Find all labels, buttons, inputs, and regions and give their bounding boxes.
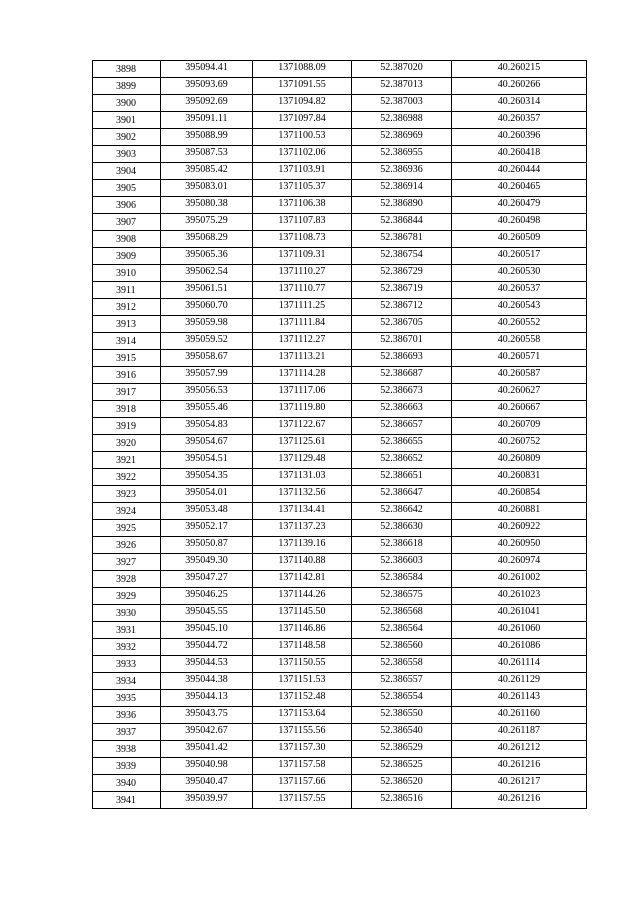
table-row xyxy=(93,452,587,469)
longitude-cell: 40.260530 xyxy=(452,265,587,282)
x-coordinate-cell: 395045.10 xyxy=(161,622,253,639)
point-number-cell: 3912 xyxy=(93,299,161,316)
point-number-cell: 3904 xyxy=(93,163,161,180)
y-coordinate-cell: 1371139.16 xyxy=(253,537,352,554)
table-row xyxy=(93,622,587,639)
table-row xyxy=(93,571,587,588)
table-row xyxy=(93,248,587,265)
table-row xyxy=(93,180,587,197)
point-number-cell: 3922 xyxy=(93,469,161,486)
y-coordinate-cell: 1371145.50 xyxy=(253,605,352,622)
x-coordinate-cell: 395059.52 xyxy=(161,333,253,350)
y-coordinate-cell: 1371140.88 xyxy=(253,554,352,571)
longitude-cell: 40.260479 xyxy=(452,197,587,214)
y-coordinate-cell: 1371155.56 xyxy=(253,724,352,741)
x-coordinate-cell: 395056.53 xyxy=(161,384,253,401)
point-number-cell: 3916 xyxy=(93,367,161,384)
table-row xyxy=(93,588,587,605)
latitude-cell: 52.386693 xyxy=(352,350,452,367)
point-number-cell: 3908 xyxy=(93,231,161,248)
table-row xyxy=(93,503,587,520)
longitude-cell: 40.260396 xyxy=(452,129,587,146)
x-coordinate-cell: 395087.53 xyxy=(161,146,253,163)
longitude-cell: 40.261060 xyxy=(452,622,587,639)
point-number-cell: 3928 xyxy=(93,571,161,588)
table-row xyxy=(93,95,587,112)
table-row xyxy=(93,469,587,486)
longitude-cell: 40.260922 xyxy=(452,520,587,537)
point-number-cell: 3939 xyxy=(93,758,161,775)
point-number-cell: 3900 xyxy=(93,95,161,112)
table-row xyxy=(93,707,587,724)
point-number-cell: 3909 xyxy=(93,248,161,265)
latitude-cell: 52.386914 xyxy=(352,180,452,197)
longitude-cell: 40.261187 xyxy=(452,724,587,741)
table-row xyxy=(93,673,587,690)
y-coordinate-cell: 1371113.21 xyxy=(253,350,352,367)
longitude-cell: 40.260809 xyxy=(452,452,587,469)
x-coordinate-cell: 395046.25 xyxy=(161,588,253,605)
x-coordinate-cell: 395044.53 xyxy=(161,656,253,673)
y-coordinate-cell: 1371117.06 xyxy=(253,384,352,401)
x-coordinate-cell: 395054.83 xyxy=(161,418,253,435)
point-number-cell: 3902 xyxy=(93,129,161,146)
point-number-cell: 3926 xyxy=(93,537,161,554)
y-coordinate-cell: 1371157.66 xyxy=(253,775,352,792)
longitude-cell: 40.261143 xyxy=(452,690,587,707)
point-number-cell: 3921 xyxy=(93,452,161,469)
x-coordinate-cell: 395054.01 xyxy=(161,486,253,503)
table-row xyxy=(93,61,587,78)
longitude-cell: 40.261129 xyxy=(452,673,587,690)
latitude-cell: 52.386663 xyxy=(352,401,452,418)
y-coordinate-cell: 1371103.91 xyxy=(253,163,352,180)
table-row xyxy=(93,792,587,809)
longitude-cell: 40.260498 xyxy=(452,214,587,231)
longitude-cell: 40.260314 xyxy=(452,95,587,112)
longitude-cell: 40.261216 xyxy=(452,758,587,775)
table-row xyxy=(93,367,587,384)
x-coordinate-cell: 395093.69 xyxy=(161,78,253,95)
table-row xyxy=(93,146,587,163)
y-coordinate-cell: 1371146.86 xyxy=(253,622,352,639)
latitude-cell: 52.386520 xyxy=(352,775,452,792)
y-coordinate-cell: 1371157.30 xyxy=(253,741,352,758)
longitude-cell: 40.261002 xyxy=(452,571,587,588)
point-number-cell: 3923 xyxy=(93,486,161,503)
y-coordinate-cell: 1371112.27 xyxy=(253,333,352,350)
longitude-cell: 40.260418 xyxy=(452,146,587,163)
longitude-cell: 40.261114 xyxy=(452,656,587,673)
y-coordinate-cell: 1371142.81 xyxy=(253,571,352,588)
x-coordinate-cell: 395058.67 xyxy=(161,350,253,367)
latitude-cell: 52.386701 xyxy=(352,333,452,350)
longitude-cell: 40.260571 xyxy=(452,350,587,367)
x-coordinate-cell: 395040.98 xyxy=(161,758,253,775)
point-number-cell: 3924 xyxy=(93,503,161,520)
table-row xyxy=(93,486,587,503)
table-row xyxy=(93,401,587,418)
latitude-cell: 52.386781 xyxy=(352,231,452,248)
y-coordinate-cell: 1371144.26 xyxy=(253,588,352,605)
y-coordinate-cell: 1371108.73 xyxy=(253,231,352,248)
latitude-cell: 52.386516 xyxy=(352,792,452,809)
table-row xyxy=(93,554,587,571)
table-row xyxy=(93,758,587,775)
x-coordinate-cell: 395085.42 xyxy=(161,163,253,180)
latitude-cell: 52.387020 xyxy=(352,61,452,78)
x-coordinate-cell: 395060.70 xyxy=(161,299,253,316)
x-coordinate-cell: 395047.27 xyxy=(161,571,253,588)
latitude-cell: 52.386844 xyxy=(352,214,452,231)
table-row xyxy=(93,639,587,656)
x-coordinate-cell: 395045.55 xyxy=(161,605,253,622)
table-row xyxy=(93,741,587,758)
x-coordinate-cell: 395065.36 xyxy=(161,248,253,265)
point-number-cell: 3936 xyxy=(93,707,161,724)
x-coordinate-cell: 395059.98 xyxy=(161,316,253,333)
y-coordinate-cell: 1371091.55 xyxy=(253,78,352,95)
latitude-cell: 52.386712 xyxy=(352,299,452,316)
y-coordinate-cell: 1371119.80 xyxy=(253,401,352,418)
point-number-cell: 3932 xyxy=(93,639,161,656)
y-coordinate-cell: 1371137.23 xyxy=(253,520,352,537)
x-coordinate-cell: 395044.13 xyxy=(161,690,253,707)
point-number-cell: 3940 xyxy=(93,775,161,792)
y-coordinate-cell: 1371106.38 xyxy=(253,197,352,214)
longitude-cell: 40.260552 xyxy=(452,316,587,333)
latitude-cell: 52.387003 xyxy=(352,95,452,112)
longitude-cell: 40.261023 xyxy=(452,588,587,605)
point-number-cell: 3931 xyxy=(93,622,161,639)
point-number-cell: 3907 xyxy=(93,214,161,231)
longitude-cell: 40.260537 xyxy=(452,282,587,299)
table-row xyxy=(93,435,587,452)
table-row xyxy=(93,299,587,316)
point-number-cell: 3911 xyxy=(93,282,161,299)
point-number-cell: 3938 xyxy=(93,741,161,758)
longitude-cell: 40.260215 xyxy=(452,61,587,78)
y-coordinate-cell: 1371134.41 xyxy=(253,503,352,520)
y-coordinate-cell: 1371129.48 xyxy=(253,452,352,469)
y-coordinate-cell: 1371132.56 xyxy=(253,486,352,503)
x-coordinate-cell: 395091.11 xyxy=(161,112,253,129)
longitude-cell: 40.260357 xyxy=(452,112,587,129)
longitude-cell: 40.260465 xyxy=(452,180,587,197)
x-coordinate-cell: 395041.42 xyxy=(161,741,253,758)
point-number-cell: 3910 xyxy=(93,265,161,282)
y-coordinate-cell: 1371150.55 xyxy=(253,656,352,673)
y-coordinate-cell: 1371125.61 xyxy=(253,435,352,452)
latitude-cell: 52.386652 xyxy=(352,452,452,469)
longitude-cell: 40.260558 xyxy=(452,333,587,350)
table-row xyxy=(93,656,587,673)
point-number-cell: 3905 xyxy=(93,180,161,197)
point-number-cell: 3933 xyxy=(93,656,161,673)
latitude-cell: 52.386550 xyxy=(352,707,452,724)
latitude-cell: 52.386719 xyxy=(352,282,452,299)
point-number-cell: 3917 xyxy=(93,384,161,401)
y-coordinate-cell: 1371131.03 xyxy=(253,469,352,486)
latitude-cell: 52.386687 xyxy=(352,367,452,384)
x-coordinate-cell: 395040.47 xyxy=(161,775,253,792)
longitude-cell: 40.260627 xyxy=(452,384,587,401)
coordinates-table-body xyxy=(93,61,587,809)
latitude-cell: 52.386651 xyxy=(352,469,452,486)
table-row xyxy=(93,112,587,129)
longitude-cell: 40.260543 xyxy=(452,299,587,316)
latitude-cell: 52.386655 xyxy=(352,435,452,452)
y-coordinate-cell: 1371151.53 xyxy=(253,673,352,690)
y-coordinate-cell: 1371102.06 xyxy=(253,146,352,163)
longitude-cell: 40.260517 xyxy=(452,248,587,265)
longitude-cell: 40.261160 xyxy=(452,707,587,724)
y-coordinate-cell: 1371110.27 xyxy=(253,265,352,282)
y-coordinate-cell: 1371114.28 xyxy=(253,367,352,384)
x-coordinate-cell: 395075.29 xyxy=(161,214,253,231)
table-row xyxy=(93,282,587,299)
longitude-cell: 40.260709 xyxy=(452,418,587,435)
x-coordinate-cell: 395092.69 xyxy=(161,95,253,112)
latitude-cell: 52.386560 xyxy=(352,639,452,656)
table-row xyxy=(93,775,587,792)
point-number-cell: 3927 xyxy=(93,554,161,571)
latitude-cell: 52.386936 xyxy=(352,163,452,180)
table-row xyxy=(93,316,587,333)
table-row xyxy=(93,537,587,554)
x-coordinate-cell: 395088.99 xyxy=(161,129,253,146)
point-number-cell: 3935 xyxy=(93,690,161,707)
y-coordinate-cell: 1371094.82 xyxy=(253,95,352,112)
x-coordinate-cell: 395043.75 xyxy=(161,707,253,724)
longitude-cell: 40.261041 xyxy=(452,605,587,622)
x-coordinate-cell: 395080.38 xyxy=(161,197,253,214)
latitude-cell: 52.386647 xyxy=(352,486,452,503)
latitude-cell: 52.386564 xyxy=(352,622,452,639)
x-coordinate-cell: 395044.72 xyxy=(161,639,253,656)
y-coordinate-cell: 1371152.48 xyxy=(253,690,352,707)
latitude-cell: 52.386955 xyxy=(352,146,452,163)
longitude-cell: 40.260752 xyxy=(452,435,587,452)
latitude-cell: 52.386575 xyxy=(352,588,452,605)
y-coordinate-cell: 1371111.84 xyxy=(253,316,352,333)
latitude-cell: 52.387013 xyxy=(352,78,452,95)
longitude-cell: 40.260950 xyxy=(452,537,587,554)
y-coordinate-cell: 1371111.25 xyxy=(253,299,352,316)
longitude-cell: 40.260444 xyxy=(452,163,587,180)
point-number-cell: 3920 xyxy=(93,435,161,452)
longitude-cell: 40.260974 xyxy=(452,554,587,571)
latitude-cell: 52.386642 xyxy=(352,503,452,520)
latitude-cell: 52.386618 xyxy=(352,537,452,554)
y-coordinate-cell: 1371122.67 xyxy=(253,418,352,435)
table-row xyxy=(93,163,587,180)
longitude-cell: 40.261217 xyxy=(452,775,587,792)
table-row xyxy=(93,605,587,622)
x-coordinate-cell: 395053.48 xyxy=(161,503,253,520)
point-number-cell: 3899 xyxy=(93,78,161,95)
y-coordinate-cell: 1371109.31 xyxy=(253,248,352,265)
longitude-cell: 40.260831 xyxy=(452,469,587,486)
point-number-cell: 3929 xyxy=(93,588,161,605)
x-coordinate-cell: 395057.99 xyxy=(161,367,253,384)
table-row xyxy=(93,384,587,401)
point-number-cell: 3919 xyxy=(93,418,161,435)
latitude-cell: 52.386890 xyxy=(352,197,452,214)
latitude-cell: 52.386969 xyxy=(352,129,452,146)
y-coordinate-cell: 1371148.58 xyxy=(253,639,352,656)
latitude-cell: 52.386540 xyxy=(352,724,452,741)
x-coordinate-cell: 395050.87 xyxy=(161,537,253,554)
table-row xyxy=(93,78,587,95)
y-coordinate-cell: 1371100.53 xyxy=(253,129,352,146)
latitude-cell: 52.386729 xyxy=(352,265,452,282)
table-row xyxy=(93,520,587,537)
latitude-cell: 52.386557 xyxy=(352,673,452,690)
point-number-cell: 3913 xyxy=(93,316,161,333)
y-coordinate-cell: 1371105.37 xyxy=(253,180,352,197)
table-row xyxy=(93,129,587,146)
point-number-cell: 3925 xyxy=(93,520,161,537)
point-number-cell: 3941 xyxy=(93,792,161,809)
latitude-cell: 52.386988 xyxy=(352,112,452,129)
x-coordinate-cell: 395044.38 xyxy=(161,673,253,690)
latitude-cell: 52.386529 xyxy=(352,741,452,758)
point-number-cell: 3914 xyxy=(93,333,161,350)
table-row xyxy=(93,690,587,707)
longitude-cell: 40.261212 xyxy=(452,741,587,758)
x-coordinate-cell: 395054.35 xyxy=(161,469,253,486)
point-number-cell: 3906 xyxy=(93,197,161,214)
table-row xyxy=(93,197,587,214)
coordinates-table xyxy=(92,60,587,809)
x-coordinate-cell: 395068.29 xyxy=(161,231,253,248)
y-coordinate-cell: 1371157.55 xyxy=(253,792,352,809)
point-number-cell: 3901 xyxy=(93,112,161,129)
longitude-cell: 40.260509 xyxy=(452,231,587,248)
longitude-cell: 40.260854 xyxy=(452,486,587,503)
y-coordinate-cell: 1371153.64 xyxy=(253,707,352,724)
longitude-cell: 40.261216 xyxy=(452,792,587,809)
point-number-cell: 3918 xyxy=(93,401,161,418)
x-coordinate-cell: 395062.54 xyxy=(161,265,253,282)
x-coordinate-cell: 395061.51 xyxy=(161,282,253,299)
x-coordinate-cell: 395052.17 xyxy=(161,520,253,537)
longitude-cell: 40.261086 xyxy=(452,639,587,656)
y-coordinate-cell: 1371088.09 xyxy=(253,61,352,78)
latitude-cell: 52.386630 xyxy=(352,520,452,537)
table-row xyxy=(93,333,587,350)
longitude-cell: 40.260881 xyxy=(452,503,587,520)
x-coordinate-cell: 395055.46 xyxy=(161,401,253,418)
y-coordinate-cell: 1371097.84 xyxy=(253,112,352,129)
latitude-cell: 52.386754 xyxy=(352,248,452,265)
point-number-cell: 3903 xyxy=(93,146,161,163)
y-coordinate-cell: 1371110.77 xyxy=(253,282,352,299)
y-coordinate-cell: 1371157.58 xyxy=(253,758,352,775)
x-coordinate-cell: 395094.41 xyxy=(161,61,253,78)
latitude-cell: 52.386705 xyxy=(352,316,452,333)
table-row xyxy=(93,231,587,248)
latitude-cell: 52.386568 xyxy=(352,605,452,622)
point-number-cell: 3915 xyxy=(93,350,161,367)
x-coordinate-cell: 395042.67 xyxy=(161,724,253,741)
x-coordinate-cell: 395054.51 xyxy=(161,452,253,469)
point-number-cell: 3930 xyxy=(93,605,161,622)
point-number-cell: 3934 xyxy=(93,673,161,690)
x-coordinate-cell: 395039.97 xyxy=(161,792,253,809)
table-row xyxy=(93,350,587,367)
latitude-cell: 52.386603 xyxy=(352,554,452,571)
table-row xyxy=(93,724,587,741)
latitude-cell: 52.386584 xyxy=(352,571,452,588)
x-coordinate-cell: 395054.67 xyxy=(161,435,253,452)
latitude-cell: 52.386657 xyxy=(352,418,452,435)
table-row xyxy=(93,418,587,435)
point-number-cell: 3898 xyxy=(93,61,161,78)
longitude-cell: 40.260667 xyxy=(452,401,587,418)
x-coordinate-cell: 395083.01 xyxy=(161,180,253,197)
latitude-cell: 52.386558 xyxy=(352,656,452,673)
y-coordinate-cell: 1371107.83 xyxy=(253,214,352,231)
latitude-cell: 52.386525 xyxy=(352,758,452,775)
table-row xyxy=(93,214,587,231)
latitude-cell: 52.386554 xyxy=(352,690,452,707)
x-coordinate-cell: 395049.30 xyxy=(161,554,253,571)
longitude-cell: 40.260587 xyxy=(452,367,587,384)
point-number-cell: 3937 xyxy=(93,724,161,741)
latitude-cell: 52.386673 xyxy=(352,384,452,401)
table-row xyxy=(93,265,587,282)
longitude-cell: 40.260266 xyxy=(452,78,587,95)
